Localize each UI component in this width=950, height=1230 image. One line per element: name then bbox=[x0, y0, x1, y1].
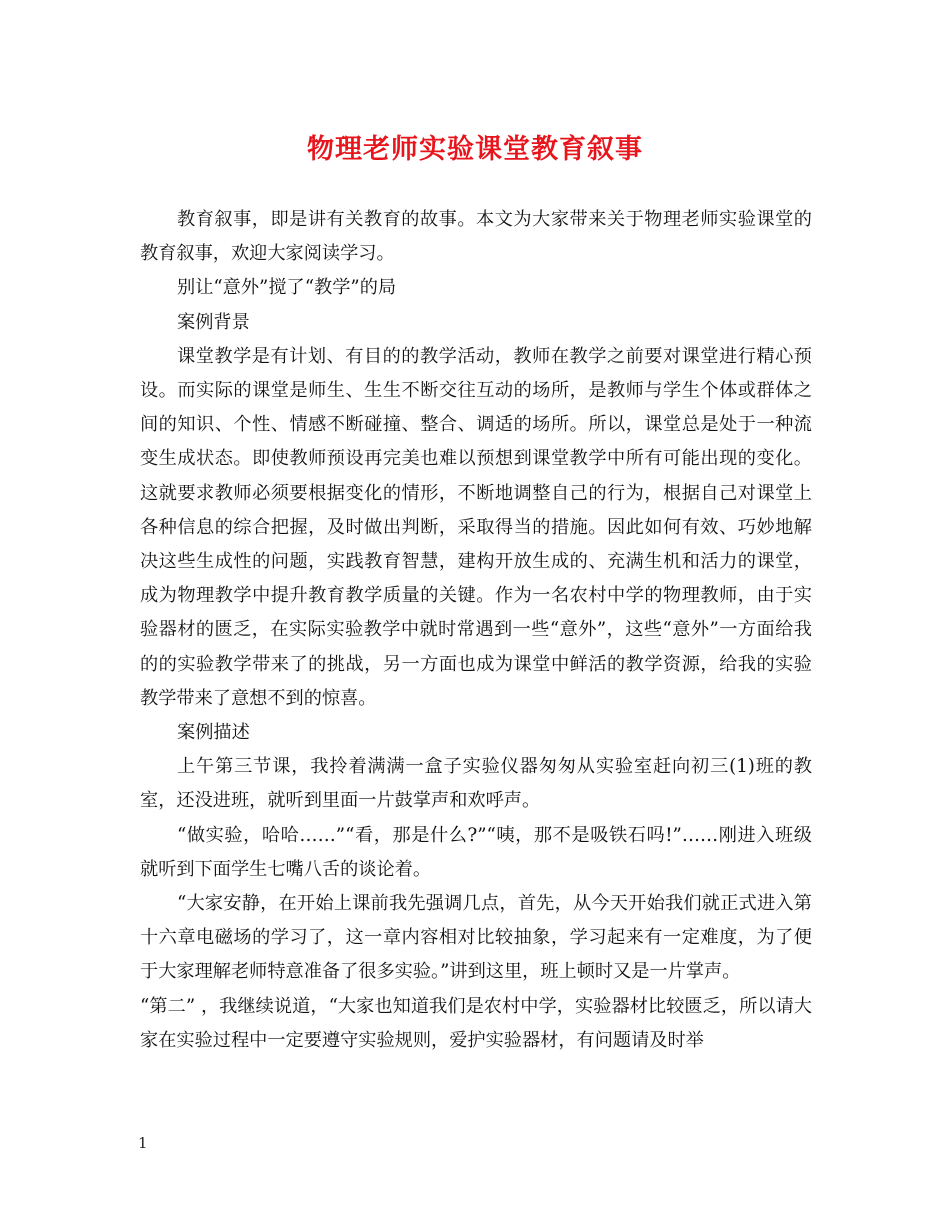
paragraph-description-1: 上午第三节课，我拎着满满一盒子实验仪器匆匆从实验室赶向初三(1)班的教室，还没进班，就听到里面一片鼓掌声和欢呼声。 bbox=[140, 756, 812, 812]
paragraph-description-3: “大家安静，在开始上课前我先强调几点，首先，从今天开始我们就正式进入第十六章电磁场的学习了，这一章内容相对比较抽象，学习起来有一定难度，为了便于大家理解老师特意准备了很多实验。”讲到这里，班上顿时又是一片掌声。 bbox=[140, 893, 812, 983]
section-heading-description: 案例描述 bbox=[177, 722, 250, 744]
page-number: 1 bbox=[138, 1134, 148, 1152]
section-heading-background: 案例背景 bbox=[177, 311, 250, 333]
paragraph-intro: 教育叙事，即是讲有关教育的故事。本文为大家带来关于物理老师实验课堂的教育叙事，欢迎大家阅读学习。 bbox=[140, 209, 812, 265]
document-title: 物理老师实验课堂教育叙事 bbox=[307, 134, 643, 165]
paragraph-background: 课堂教学是有计划、有目的的教学活动，教师在教学之前要对课堂进行精心预设。而实际的课堂是师生、生生不断交往互动的场所，是教师与学生个体或群体之间的知识、个性、情感不断碰撞、整合、调适的场所。所以，课堂总是处于一种流变生成状态。即使教师预设再完美也难以预想到课堂教学中所有可能出现的变化。这就要求教师必须要根据变化的情形，不断地调整自己的行为，根据自己对课堂上各种信息的综合把握，及时做出判断，采取得当的措施。因此如何有效、巧妙地解决这些生成性的问题，实践教育智慧，建构开放生成的、充满生机和活力的课堂，成为物理教学中提升教育教学质量的关键。作为一名农村中学的物理教师，由于实验器材的匮乏，在实际实验教学中就时常遇到一些“意外”，这些“意外”一方面给我的的实验教学带来了的挑战，另一方面也成为课堂中鲜活的教学资源，给我的实验教学带来了意想不到的惊喜。 bbox=[140, 345, 812, 709]
paragraph-description-2: “做实验，哈哈……”“看，那是什么?”“咦，那不是吸铁石吗!”……刚进入班级就听到下面学生七嘴八舌的谈论着。 bbox=[140, 824, 812, 880]
paragraph-description-4: “第二” ，我继续说道，“大家也知道我们是农村中学，实验器材比较匮乏，所以请大家在实验过程中一定要遵守实验规则，爱护实验器材，有问题请及时举 bbox=[140, 995, 812, 1051]
document-body bbox=[140, 203, 812, 1058]
paragraph-subtitle: 别让“意外”搅了“教学”的局 bbox=[177, 277, 397, 299]
